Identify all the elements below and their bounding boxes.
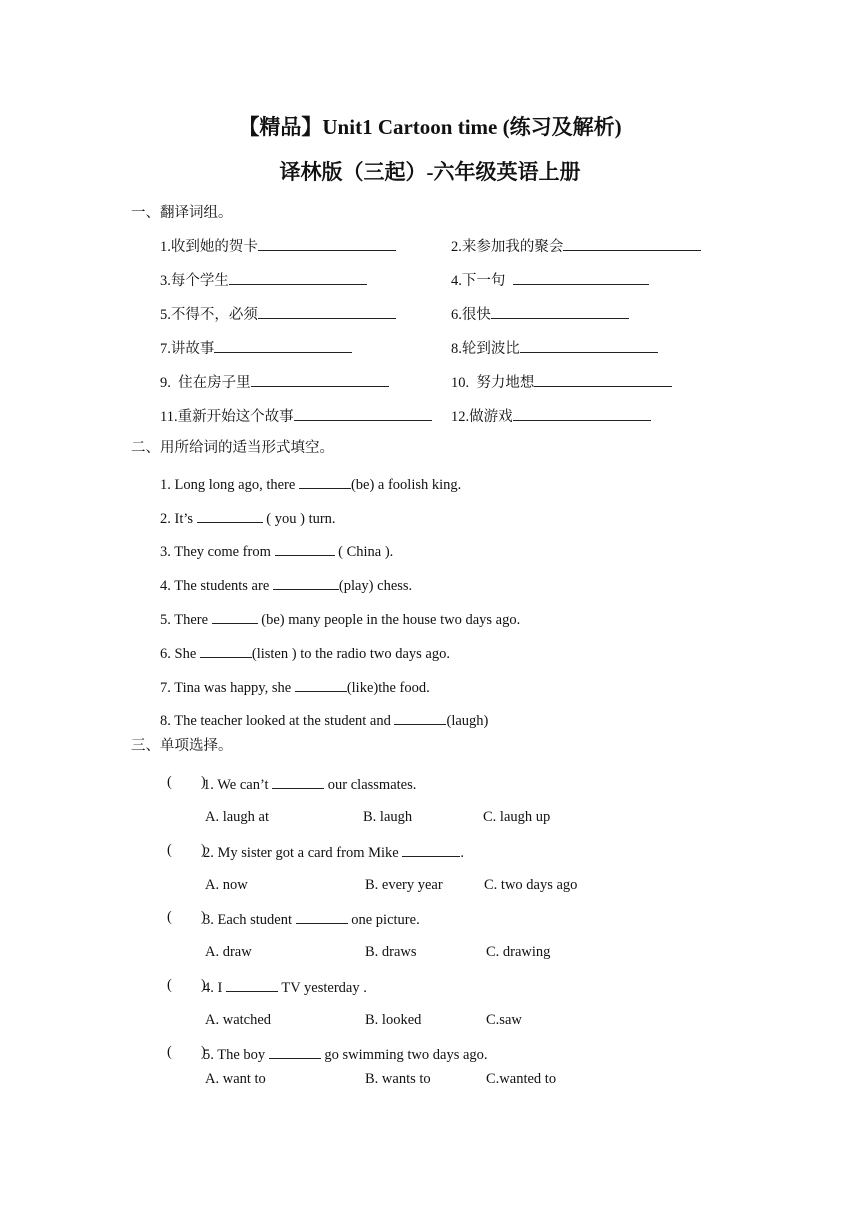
option-a: A. laugh at (205, 809, 270, 825)
fill-item: 5. There (be) many people in the house two days ago. (160, 609, 520, 629)
question-stem: 2. My sister got a card from Mike . (203, 842, 464, 862)
vocab-item: 6.很快 (451, 304, 629, 324)
option-a: A. now (205, 877, 248, 893)
vocab-item: 7.讲故事 (160, 338, 352, 358)
fill-item: 6. She (listen ) to the radio two days ago. (160, 643, 450, 663)
option-b: B. laugh (363, 809, 413, 825)
vocab-item: 1.收到她的贺卡 (160, 236, 396, 256)
page-subtitle: 译林版（三起）-六年级英语上册 (279, 160, 581, 184)
vocab-item: 2.来参加我的聚会 (451, 236, 701, 256)
page-title: 【精品】Unit1 Cartoon time (练习及解析) (238, 115, 622, 139)
vocab-item: 3.每个学生 (160, 270, 367, 290)
option-b: B. every year (365, 877, 443, 893)
option-b: B. draws (365, 944, 417, 960)
vocab-item: 5.不得不，必须 (160, 304, 396, 324)
option-a: A. watched (205, 1012, 272, 1028)
section3-heading: 三、单项选择。 (131, 738, 233, 754)
option-c: C.wanted to (486, 1071, 557, 1087)
answer-parentheses: ( ) (167, 977, 206, 993)
option-c: C. laugh up (483, 809, 551, 825)
fill-item: 4. The students are (play) chess. (160, 575, 412, 595)
vocab-item: 4.下一句 (451, 270, 649, 290)
question-stem: 5. The boy go swimming two days ago. (203, 1044, 488, 1064)
vocab-item: 12.做游戏 (451, 406, 651, 426)
answer-parentheses: ( ) (167, 774, 206, 790)
question-stem: 4. I TV yesterday . (203, 977, 367, 997)
option-c: C. two days ago (484, 877, 578, 893)
option-a: A. draw (205, 944, 252, 960)
vocab-item: 10. 努力地想 (451, 372, 672, 392)
section1-heading: 一、翻译词组。 (131, 205, 233, 221)
answer-parentheses: ( ) (167, 1044, 206, 1060)
option-c: C.saw (486, 1012, 522, 1028)
option-c: C. drawing (486, 944, 551, 960)
fill-item: 3. They come from ( China ). (160, 541, 393, 561)
option-b: B. looked (365, 1012, 422, 1028)
option-b: B. wants to (365, 1071, 431, 1087)
answer-parentheses: ( ) (167, 842, 206, 858)
section2-heading: 二、用所给词的适当形式填空。 (131, 440, 334, 456)
vocab-item: 11.重新开始这个故事 (160, 406, 432, 426)
answer-parentheses: ( ) (167, 909, 206, 925)
vocab-item: 8.轮到波比 (451, 338, 658, 358)
option-a: A. want to (205, 1071, 266, 1087)
vocab-item: 9. 住在房子里 (160, 372, 389, 392)
question-stem: 1. We can’t our classmates. (203, 774, 416, 794)
fill-item: 2. It’s ( you ) turn. (160, 508, 336, 528)
fill-item: 8. The teacher looked at the student and (laugh) (160, 710, 488, 730)
question-stem: 3. Each student one picture. (203, 909, 420, 929)
fill-item: 7. Tina was happy, she (like)the food. (160, 677, 430, 697)
fill-item: 1. Long long ago, there (be) a foolish king. (160, 474, 461, 494)
